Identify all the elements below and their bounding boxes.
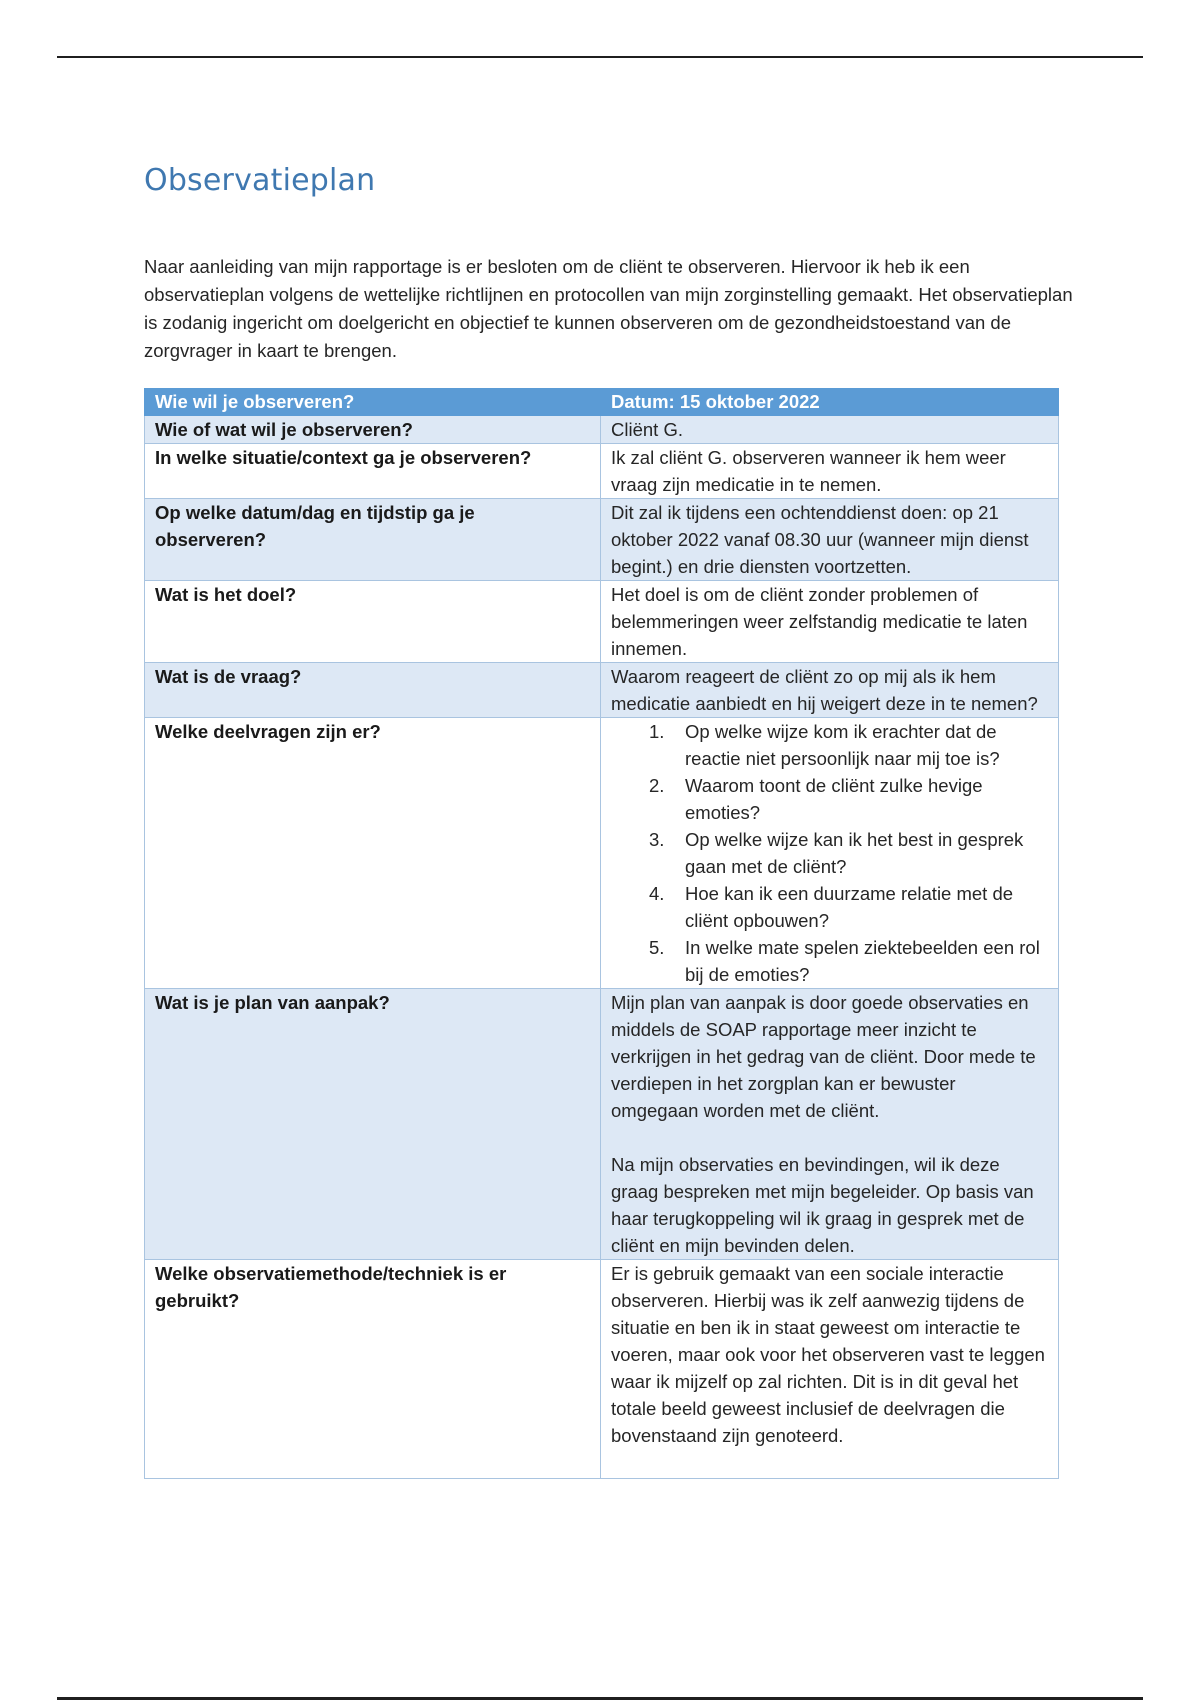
table-row bbox=[145, 416, 1059, 444]
list-item bbox=[649, 826, 1048, 880]
answer-cell: Dit zal ik tijdens een ochtenddienst doen: op 21 oktober 2022 vanaf 08.30 uur (wanneer mijn dienst begint.) en drie diensten voortzetten. bbox=[601, 499, 1059, 581]
table-row bbox=[145, 663, 1059, 718]
table-row bbox=[145, 499, 1059, 581]
question-cell: Wie of wat wil je observeren? bbox=[145, 416, 601, 444]
list-item-text: Op welke wijze kom ik erachter dat de reactie niet persoonlijk naar mij toe is? bbox=[685, 721, 1000, 769]
answer-cell: Waarom reageert de cliënt zo op mij als ik hem medicatie aanbiedt en hij weigert deze in te nemen? bbox=[601, 663, 1059, 718]
answer-cell bbox=[601, 989, 1059, 1260]
question-cell: Op welke datum/dag en tijdstip ga je observeren? bbox=[145, 499, 601, 581]
question-cell: Wat is de vraag? bbox=[145, 663, 601, 718]
answer-cell: Ik zal cliënt G. observeren wanneer ik hem weer vraag zijn medicatie in te nemen. bbox=[601, 444, 1059, 499]
page-title: Observatieplan bbox=[144, 163, 376, 198]
table-row bbox=[145, 444, 1059, 499]
question-cell: Wat is je plan van aanpak? bbox=[145, 989, 601, 1260]
list-number: 4. bbox=[649, 883, 665, 904]
header-rule bbox=[57, 56, 1143, 58]
question-cell: Welke deelvragen zijn er? bbox=[145, 718, 601, 989]
intro-paragraph: Naar aanleiding van mijn rapportage is er besloten om de cliënt te observeren. Hiervoor ik heb ik een observatieplan volgens de wettelijke richtlijnen en protocollen van mijn zorginstelling gemaakt. Het observatieplan is zodanig ingericht om doelgericht en objectief te kunnen observeren om de gezondheidstoestand van de zorgvrager in kaart te brengen. bbox=[144, 256, 1073, 361]
header-cell-left: Wie wil je observeren? bbox=[145, 389, 601, 416]
list-item bbox=[649, 718, 1048, 772]
table-row bbox=[145, 1260, 1059, 1479]
list-number: 1. bbox=[649, 721, 665, 742]
list-number: 5. bbox=[649, 937, 665, 958]
table-row bbox=[145, 989, 1059, 1260]
answer-cell: Het doel is om de cliënt zonder problemen of belemmeringen weer zelfstandig medicatie te laten innemen. bbox=[601, 581, 1059, 663]
table-header-row bbox=[145, 389, 1059, 416]
list-item-text: Waarom toont de cliënt zulke hevige emoties? bbox=[685, 775, 983, 823]
question-cell: In welke situatie/context ga je observeren? bbox=[145, 444, 601, 499]
question-cell: Wat is het doel? bbox=[145, 581, 601, 663]
answer-cell: Er is gebruik gemaakt van een sociale interactie observeren. Hierbij was ik zelf aanwezig tijdens de situatie en ben ik in staat geweest om interactie te voeren, maar ook voor het observeren vast te leggen waar ik mijzelf op zal richten. Dit is in dit geval het totale beeld geweest inclusief de deelvragen die bovenstaand zijn genoteerd. bbox=[601, 1260, 1059, 1479]
answer-paragraph: Na mijn observaties en bevindingen, wil ik deze graag bespreken met mijn begeleider. Op basis van haar terugkoppeling wil ik graag in gesprek met de cliënt en mijn bevinden delen. bbox=[611, 1154, 1034, 1256]
question-cell: Welke observatiemethode/techniek is er gebruikt? bbox=[145, 1260, 601, 1479]
list-item-text: In welke mate spelen ziektebeelden een rol bij de emoties? bbox=[685, 937, 1040, 985]
list-item-text: Hoe kan ik een duurzame relatie met de cliënt opbouwen? bbox=[685, 883, 1014, 931]
list-number: 2. bbox=[649, 775, 665, 796]
list-item-text: Op welke wijze kan ik het best in gesprek gaan met de cliënt? bbox=[685, 829, 1024, 877]
list-item bbox=[649, 880, 1048, 934]
subquestion-list bbox=[611, 718, 1048, 988]
answer-cell: Cliënt G. bbox=[601, 416, 1059, 444]
table-row bbox=[145, 581, 1059, 663]
list-item bbox=[649, 772, 1048, 826]
answer-paragraph: Mijn plan van aanpak is door goede observaties en middels de SOAP rapportage meer inzicht te verkrijgen in het gedrag van de cliënt. Door mede te verdiepen in het zorgplan kan er bewuster omgegaan worden met de cliënt. bbox=[611, 992, 1036, 1121]
answer-cell bbox=[601, 718, 1059, 989]
list-item bbox=[649, 934, 1048, 988]
paragraph-gap bbox=[611, 1124, 1048, 1151]
list-number: 3. bbox=[649, 829, 665, 850]
table-row bbox=[145, 718, 1059, 989]
header-cell-right: Datum: 15 oktober 2022 bbox=[601, 389, 1059, 416]
observation-plan-table bbox=[144, 388, 1059, 1479]
